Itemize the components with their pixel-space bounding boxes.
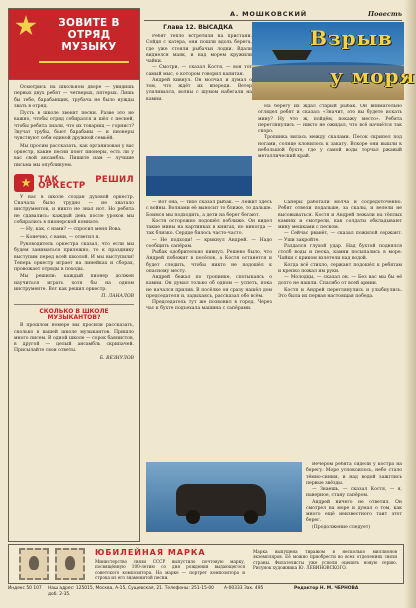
subscription-index: Индекс 50 107 [8, 586, 42, 591]
author-name: А. МОШКОВСКИЙ [230, 10, 307, 18]
article-paragraph: Костя осторожно подошёл поближе. Он видел такие мины на картинках в книгах, но никогда — так близко. Сердце билось часто-часто. [146, 218, 272, 237]
sea-shape [146, 176, 252, 196]
article-column-4 [278, 200, 402, 458]
article-paragraph: Андрей ничего не ответил. Он смотрел на море и думал о том, как много ещё неизвестного таит этот берег. [306, 499, 402, 524]
article-paragraph: — Вот она, — тихо сказал рыбак. — Лежит здесь с войны. Волнами её выносит то ближе, то дальше. Боимся мы подходить, а дети на берег бегают. [146, 200, 272, 218]
genre-label: Повесть [367, 10, 402, 18]
article-paragraph: Ребят тепло встретили на пристани. Сойдя с катера, они пошли вдоль берега, где уже стояли рыбачьи лодки. Вдали виднелся маяк, и над морем кружили чайки. [146, 34, 252, 64]
second-signature: Б. ВЕЗНУЛОВ [99, 355, 134, 361]
wheel-icon [186, 510, 200, 524]
left-header-box [9, 9, 139, 80]
article-paragraph: Сапёры работали молча и сосредоточенно. Ребят отвели подальше, за скалы, и велели не высовываться. Костя и Андрей лежали на тёплых камнях и смотрели, как солдаты обкладывают мину мешками с песком. [278, 200, 402, 230]
ship-icon [272, 50, 312, 60]
left-paragraph: У нас в школе создан духовой оркестр. Сначала было трудно — не хватало инструментов, и никто не знал нот. Но ребята не сдавались: каждый день после уроков мы собирались в пионерской комнате. [14, 194, 134, 226]
drum-star-icon [14, 174, 34, 192]
article-paragraph: Вечером ребята сидели у костра на берегу. Море успокоилось, небо стало тёмно-синим, и над водой зажглись первые звёзды. [306, 462, 402, 486]
story-title-line1: Взрыв [310, 26, 393, 50]
car-illustration [146, 462, 302, 532]
article-paragraph: — Не подходи! — крикнул Андрей. — Надо сообщить сапёрам. [146, 237, 272, 249]
article-paragraph: (Продолжение следует) [312, 524, 371, 530]
article-paragraph: Костя и Андрей переглянулись и улыбнулись. Это была их первая настоящая победа. [278, 287, 402, 299]
editorial-address: Наш адрес: 125015, Москва, А-15, Сущевская, 21. Телефоны: 251-15-00 доб. 2-35. [48, 586, 214, 597]
section-title-text: ТАК РЕШИЛ ОРКЕСТР [38, 174, 134, 191]
left-paragraph: Осмотрись на школьном дворе — увидишь первых двух ребят — четверых, пятерых. Лишь бы тебе, барабанщик, трубача не было нужды звать в отряд. [14, 85, 134, 109]
article-paragraph: Андрей бежал по тропинке, спотыкаясь о камни. Он думал только об одном — успеть, пока не начался прилив. В посёлке он сразу нашёл дом председателя и, задыхаясь, рассказал обо всём. [146, 275, 272, 299]
stamp-image [19, 548, 49, 580]
portrait-icon [65, 556, 75, 570]
left-column [8, 8, 140, 542]
wheel-icon [244, 510, 258, 524]
left-paragraph: — Конечно, с вами, — ответил я. [20, 234, 100, 240]
article-column-5 [306, 462, 402, 532]
article-paragraph: На берегу их ждал старый рыбак. Он внимательно оглядел ребят и сказал: «Значит, это вы будете искать мину? Ну что ж, пойдём, покажу место». Ребята переглянулись — никто не ожидал, что всё начнётся так скоро. [258, 104, 402, 134]
left-paragraph: Руководитель оркестра сказал, что если мы будем заниматься прилежно, то к празднику выступим перед всей школой. И мы выступили! Теперь оркестр играет на линейках и сборах, провожает отряды в походы. [14, 241, 134, 273]
portrait-icon [29, 556, 39, 570]
article-paragraph: — Сейчас рванёт, — сказал пожилой сержант. — Уши закройте. [278, 231, 402, 243]
section-title [14, 174, 134, 192]
left-paragraph: Мы просим рассказать, как организован у вас оркестр, какие песни поют пионеры, есть ли у вас свой ансамбль. Пишите нам — лучшие письма мы опубликуем. [14, 143, 134, 168]
divider [14, 304, 134, 305]
stamp-banner-text: Марка выпущена тиражом в несколько миллионов экземпляров. Её можно приобрести во всех отделениях связи страны. Филателисты уже успели оценить новую серию. Рисунок художника Ю. ЛЕВИНОВСКОГО. [253, 549, 397, 571]
page-fold-shadow [404, 0, 416, 608]
article-paragraph: Тропинка вилась между скалами. Песок скрипел под ногами, солнце клонилось к закату. Вскоре они вышли к небольшой бухте, где у самой воды торчал ржавый металлический край. [258, 135, 402, 159]
article-paragraph: — Смотри, — сказал Костя, — вон тот самый мыс, о котором говорил капитан. [146, 65, 252, 77]
story-title-line2: у моря [330, 64, 416, 88]
chapter-heading: Глава 12. ВЫСАДКА [163, 24, 233, 31]
left-paragraph: — Ну, как, с нами? — спросил меня Вова. [20, 227, 122, 233]
article-column-3 [146, 200, 272, 458]
stamp-banner-text: Министерство связи СССР выпустило почтовую марку, посвящённую 100-летию со дня рождения выдающегося советского композитора. На марке — портрет композитора и строка из его знаменитой песни. [95, 559, 245, 581]
editor-name: Редактор Н. М. ЧЕРНОВА [294, 586, 359, 591]
left-header-title: ЗОВИТЕ В ОТРЯД МУЗЫКУ [58, 17, 120, 53]
section-signature: П. ЛАНАЛОВ [101, 294, 134, 300]
article-paragraph: Председатель тут же позвонил в город. Через час к бухте подъехала машина с сапёрами. [146, 300, 272, 312]
stamp-banner [8, 544, 404, 584]
left-text-block [9, 80, 139, 362]
stamp-image [55, 548, 85, 580]
article-paragraph: Рыбак одобрительно кивнул. Решено было, что Андрей побежит в посёлок, а Костя останется и будет следить, чтобы никто не подошёл к опасному месту. [146, 250, 272, 274]
order-code: А-00333 Зак. 495 [224, 586, 264, 591]
boat-illustration [146, 156, 252, 196]
left-paragraph: Мы решили: каждый пионер должен научиться играть хотя бы на одном инструменте. Вот как решил оркестр. [14, 274, 134, 293]
stamp-banner-title: ЮБИЛЕЙНАЯ МАРКА [95, 548, 206, 557]
article-paragraph: — Знаешь, — сказал Костя, — я, наверное, стану сапёром. [306, 487, 402, 499]
left-paragraph: Пусть в школе звенят песни. Разве это не важно, чтобы отряд собирался и шёл с песней, чтобы ребята знали, что их товарищ — горнист? Звучат трубы, бьют барабаны — и пионеры чувствуют себя единой дружной семьёй. [14, 111, 134, 142]
left-paragraph: В прошлом номере мы просили рассказать, сколько в вашей школе музыкантов. Пришло много писем. В одной школе — сорок баянистов, в другой — целый ансамбль скрипачей. Присылайте свои ответы. [14, 323, 134, 354]
header-underline [39, 61, 129, 63]
article-paragraph: Андрей кивнул. Он молчал и думал о том, что ждёт их впереди. Ветер усиливался, волны с шумом набегали на камни. [146, 77, 252, 102]
second-title: СКОЛЬКО В ШКОЛЕ МУЗЫКАНТОВ? [39, 307, 109, 321]
article-paragraph: Когда всё стихло, сержант подошёл к ребятам и крепко пожал им руки. [278, 262, 402, 274]
article-column-1 [146, 34, 252, 154]
article-paragraph: Раздался глухой удар. Над бухтой поднялся столб воды и песка, камни посыпались в море. Чайки с криком взлетели над водой. [278, 243, 402, 262]
article-paragraph: — Молодцы, — сказал он. — Без вас мы бы её долго не нашли. Спасибо от всей армии. [278, 275, 402, 287]
star-icon [15, 15, 37, 37]
article-column-2 [258, 104, 402, 204]
